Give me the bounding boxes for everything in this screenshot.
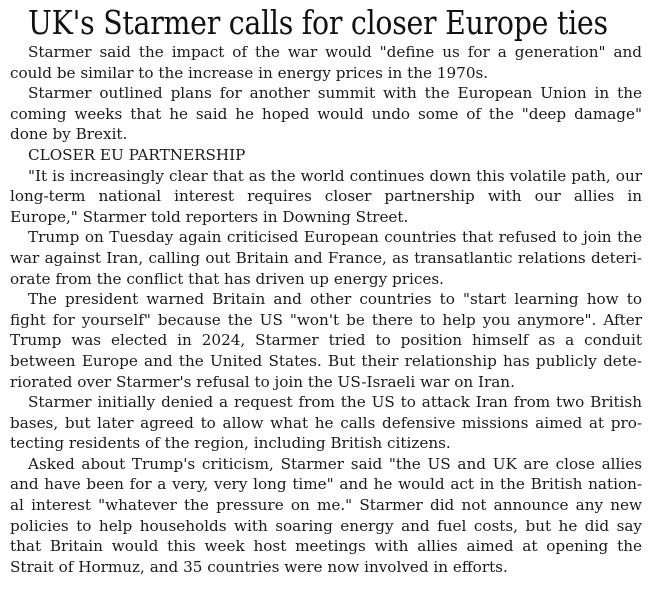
paragraph-line: Strait of Hormuz, and 35 countries were now involved in efforts. (10, 557, 508, 576)
paragraph-line: and have been for a very, very long time" and he would act in the British nation- (10, 475, 642, 494)
article (10, 4, 642, 577)
paragraph-line: al interest "whatever the pressure on me." Starmer did not announce any new (10, 496, 642, 515)
paragraph (10, 392, 642, 454)
paragraph (10, 166, 642, 228)
headline: UK's Starmer calls for closer Europe ties (28, 3, 608, 42)
paragraph-line: done by Brexit. (10, 125, 128, 144)
subhead-text: CLOSER EU PARTNERSHIP (28, 145, 246, 164)
paragraph-line: could be similar to the increase in energy prices in the 1970s. (10, 63, 489, 82)
paragraph-line: Europe," Starmer told reporters in Downing Street. (10, 207, 409, 226)
paragraph (10, 289, 642, 392)
article-body (10, 42, 642, 577)
paragraph (10, 83, 642, 145)
paragraph-line: fight for yourself" because the US "won't be there to help you anymore". After (10, 310, 642, 329)
paragraph-line: The president warned Britain and other countries to "start learning how to (28, 290, 642, 309)
paragraph-line: bases, but later agreed to allow what he calls defensive missions aimed at pro- (10, 413, 642, 432)
paragraph-line: coming weeks that he said he hoped would undo some of the "deep damage" (10, 104, 642, 123)
paragraph-line: "It is increasingly clear that as the world continues down this volatile path, our (28, 166, 642, 185)
paragraph-line: Starmer initially denied a request from the US to attack Iran from two British (28, 393, 642, 412)
paragraph-line: riorated over Starmer's refusal to join the US-Israeli war on Iran. (10, 372, 515, 391)
paragraph-line: between Europe and the United States. But their relationship has publicly dete- (10, 351, 642, 370)
paragraph-line: long-term national interest requires closer partnership with our allies in (10, 187, 642, 206)
paragraph-line: Trump on Tuesday again criticised European countries that refused to join the (28, 228, 642, 247)
paragraph-line: Starmer said the impact of the war would "define us for a generation" and (28, 43, 642, 61)
paragraph-line: tecting residents of the region, including British citizens. (10, 434, 451, 453)
paragraph-line: that Britain would this week host meetings with allies aimed at opening the (10, 537, 642, 556)
paragraph (10, 227, 642, 289)
paragraph-line: Asked about Trump's criticism, Starmer said "the US and UK are close allies (28, 454, 642, 473)
paragraph-line: Starmer outlined plans for another summit with the European Union in the (28, 84, 642, 103)
section-subhead (10, 145, 642, 166)
paragraph (10, 454, 642, 578)
paragraph-line: Trump was elected in 2024, Starmer tried to position himself as a conduit (10, 331, 642, 350)
paragraph-line: orate from the conflict that has driven up energy prices. (10, 269, 444, 288)
paragraph (10, 42, 642, 83)
paragraph-line: policies to help households with soaring energy and fuel costs, but he did say (10, 516, 642, 535)
paragraph-line: war against Iran, calling out Britain and France, as transatlantic relations deteri- (10, 248, 642, 267)
